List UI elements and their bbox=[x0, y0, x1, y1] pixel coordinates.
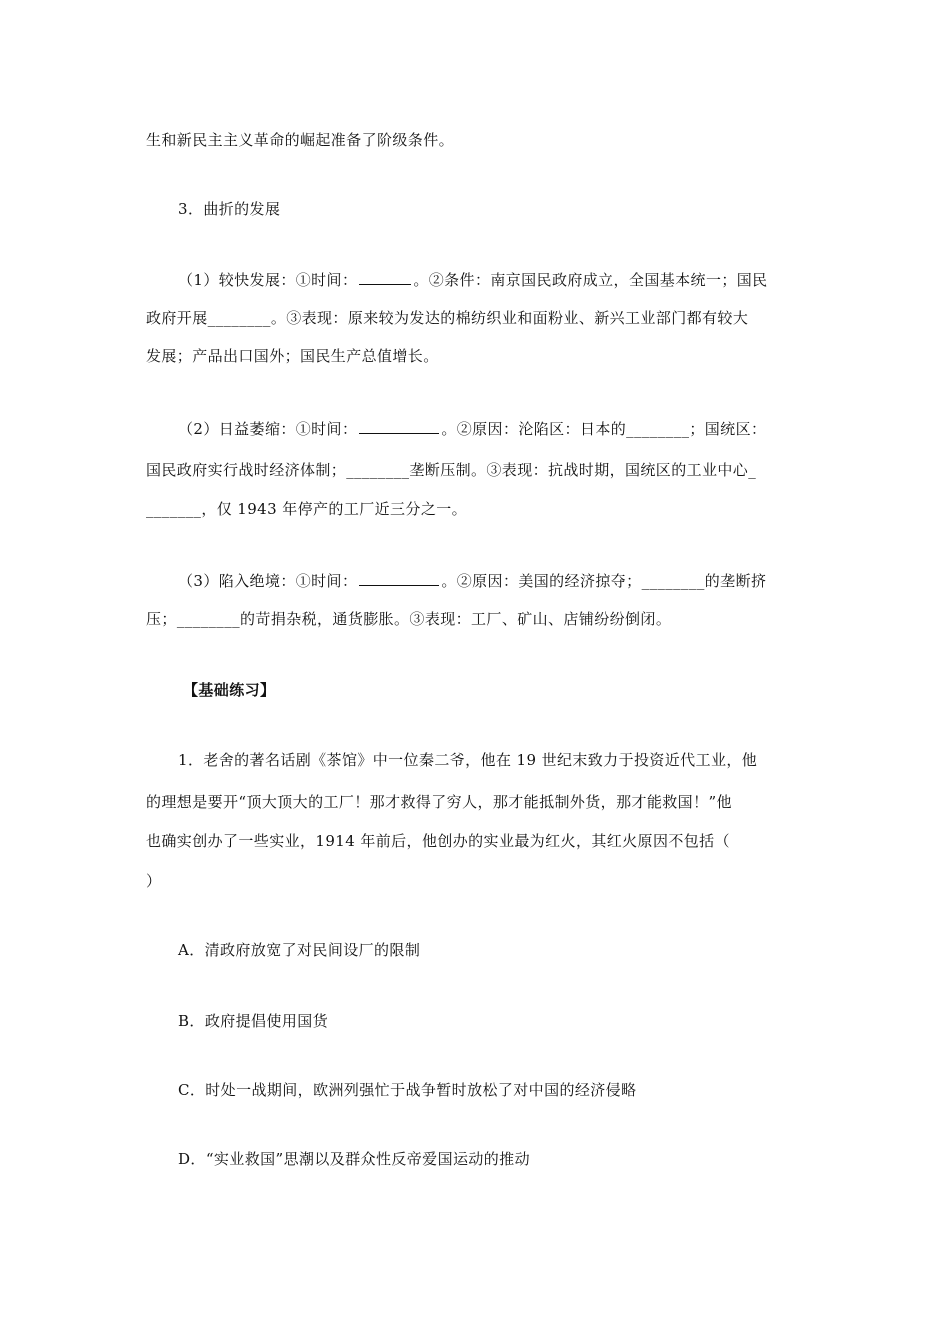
option-a[interactable]: A．清政府放宽了对民间设厂的限制 bbox=[178, 941, 421, 959]
paragraph-text: （1）较快发展：①时间： bbox=[178, 271, 358, 289]
paragraph-text: 的苛捐杂税，通货膨胀。③表现：工厂、矿山、店铺纷纷倒闭。 bbox=[240, 610, 672, 628]
intro-text: 生和新民主主义革命的崛起准备了阶级条件。 bbox=[146, 131, 455, 149]
paragraph-line bbox=[146, 609, 671, 629]
fill-blank[interactable] bbox=[359, 418, 439, 434]
fill-blank[interactable]: ________ bbox=[626, 420, 690, 438]
paragraph-text: 。②原因：美国的经济掠夺； bbox=[441, 572, 642, 590]
paragraph-text: 垄断压制。③表现：抗战时期，国统区的工业中心_ bbox=[409, 461, 757, 479]
paragraph-text: 。③表现：原来较为发达的棉纺织业和面粉业、新兴工业部门都有较大 bbox=[270, 309, 749, 327]
option-d[interactable]: D．“实业救国”思潮以及群众性反帝爱国运动的推动 bbox=[178, 1150, 530, 1168]
fill-blank[interactable]: ________ bbox=[641, 572, 705, 590]
paragraph-line: 发展；产品出口国外；国民生产总值增长。 bbox=[146, 347, 439, 365]
paragraph-line bbox=[178, 418, 766, 439]
paragraph-text: 国民政府实行战时经济体制； bbox=[146, 461, 347, 479]
paragraph-text: （3）陷入绝境：①时间： bbox=[178, 572, 358, 590]
paragraph-text: ；国统区： bbox=[689, 420, 767, 438]
paragraph-line bbox=[146, 499, 467, 519]
question-line: 也确实创办了一些实业，1914 年前后，他创办的实业最为红火，其红火原因不包括（ bbox=[146, 832, 730, 850]
paragraph-line bbox=[146, 308, 748, 328]
paragraph-text: 政府开展 bbox=[146, 309, 208, 327]
paragraph-line bbox=[178, 269, 768, 290]
paragraph-text: 。②原因：沦陷区：日本的 bbox=[441, 420, 627, 438]
paragraph-text: 。②条件：南京国民政府成立，全国基本统一；国民 bbox=[413, 271, 768, 289]
section-heading: 3．曲折的发展 bbox=[178, 200, 281, 218]
fill-blank[interactable]: _______ bbox=[146, 500, 202, 518]
fill-blank[interactable] bbox=[359, 570, 439, 586]
paragraph-line bbox=[146, 460, 756, 480]
paragraph-text: 的垄断挤 bbox=[704, 572, 767, 590]
practice-heading: 【基础练习】 bbox=[183, 681, 276, 699]
fill-blank[interactable]: ________ bbox=[346, 461, 410, 479]
fill-blank[interactable] bbox=[359, 269, 411, 285]
fill-blank[interactable]: ________ bbox=[207, 309, 271, 327]
fill-blank[interactable]: ________ bbox=[176, 610, 241, 628]
paragraph-text: （2）日益萎缩：①时间： bbox=[178, 420, 358, 438]
question-line: ） bbox=[146, 872, 162, 890]
question-line: 1．老舍的著名话剧《茶馆》中一位秦二爷，他在 19 世纪末致力于投资近代工业，他 bbox=[178, 751, 758, 769]
option-c[interactable]: C．时处一战期间，欧洲列强忙于战争暂时放松了对中国的经济侵略 bbox=[178, 1081, 637, 1099]
paragraph-line bbox=[178, 570, 766, 591]
option-b[interactable]: B．政府提倡使用国货 bbox=[178, 1012, 329, 1030]
question-line: 的理想是要开“顶大顶大的工厂！那才救得了穷人，那才能抵制外货，那才能救国！”他 bbox=[146, 793, 732, 811]
paragraph-text: ，仅 1943 年停产的工厂近三分之一。 bbox=[201, 500, 468, 518]
paragraph-text: 压； bbox=[146, 610, 177, 628]
